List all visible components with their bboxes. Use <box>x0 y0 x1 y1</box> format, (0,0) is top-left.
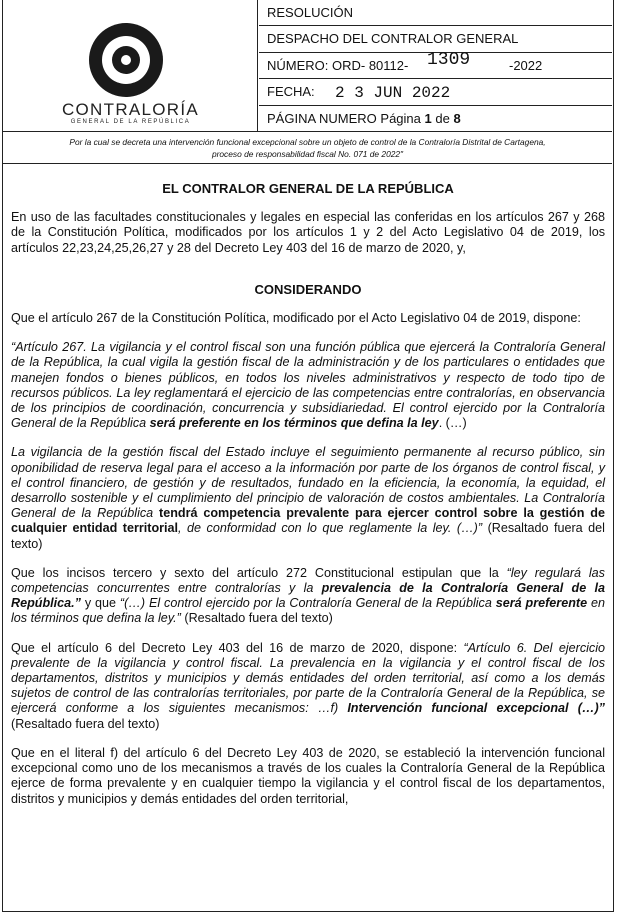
quote-1-text: “Artículo 267. La vigilancia y el control fiscal son una función pública que ejercerá la Contraloría General de la República, la cual vigila la gestión fiscal de la administración y de los particulares o entidades que manejen fondos o bienes públicos, en todos los niveles administrativos y respecto de todo tipo de recursos públicos. La ley reglamentará el ejercicio de las competencias entre contralorías, en observancia de los principios de coordinación, concurrencia y subsidiariedad. El control ejercido por la Contraloría General de la República <box>11 340 605 431</box>
considerando-heading: CONSIDERANDO <box>254 281 362 297</box>
p3-d: (Resaltado fuera del texto) <box>11 716 160 731</box>
quote-1-bold: será preferente en los términos que defina la ley <box>149 416 439 431</box>
p3-c: Intervención funcional excepcional (…)” <box>347 701 605 716</box>
page-current: 1 <box>424 110 432 126</box>
doc-type: RESOLUCIÓN <box>267 5 353 20</box>
paragraph-4: Que en el literal f) del artículo 6 del Decreto Ley 403 de 2020, se estableció la intervención funcional excepcional como uno de los mecanismos a través de los cuales la Contraloría General de la República ejerce de forma prevalente y en cualquier tiempo la vigilancia y el control fiscal de los departamentos, distritos y municipios y demás entidades del orden territorial, <box>11 745 605 806</box>
quote-article-267 <box>11 340 605 431</box>
contraloria-seal-icon <box>88 22 164 98</box>
page-of: de <box>435 110 450 126</box>
resolution-subject <box>3 133 612 164</box>
brand-subtitle: GENERAL DE LA REPÚBLICA <box>70 119 191 125</box>
document-body <box>11 164 605 807</box>
date-stamp: 2 3 JUN 2022 <box>335 84 451 103</box>
quote-2-bold: tendrá competencia prevalente para ejercer control sobre la gestión de cualquier entidad territorial <box>11 506 605 536</box>
quote-2-end: (Resaltado fuera del texto) <box>11 521 605 551</box>
p2-h: (Resaltado fuera del texto) <box>180 611 333 626</box>
p2-a: Que los incisos tercero y sexto del artículo 272 Constitucional estipulan que la <box>11 565 507 580</box>
number-year: -2022 <box>509 57 543 73</box>
p2-e: “(…) El control ejercido por la Contraloría General de la República <box>119 596 496 611</box>
p3-a: Que el artículo 6 del Decreto Ley 403 del 16 de marzo de 2020, dispone: <box>11 640 464 655</box>
date-label: FECHA: <box>267 84 315 100</box>
number-label: NÚMERO: ORD- 80112- <box>267 57 409 73</box>
paragraph-1: Que el artículo 267 de la Constitución Política, modificado por el Acto Legislativo 04 de 2019, dispone: <box>11 311 581 326</box>
page-total: 8 <box>453 110 461 126</box>
body-title: EL CONTRALOR GENERAL DE LA REPÚBLICA <box>162 181 454 196</box>
logo-cell <box>3 0 258 132</box>
date-row <box>259 79 612 105</box>
page-label: PÁGINA NUMERO Página <box>267 110 421 126</box>
number-handwritten: 1309 <box>427 49 471 70</box>
doc-type-row <box>259 0 612 26</box>
document-header <box>3 0 612 132</box>
p2-f: será preferente <box>495 596 588 611</box>
page-row <box>259 106 612 132</box>
subject-line-2: proceso de responsabilidad fiscal No. 071 de 2022" <box>211 149 404 159</box>
intro-paragraph: En uso de las facultades constitucionales y legales en especial las conferidas en los artículos 267 y 268 de la Constitución Política, modificados por los artículos 1 y 2 del Acto Legislativo 04 de 2019, los artículos 22,23,24,25,26,27 y 28 del Decreto Ley 403 del 16 de marzo de 2020, y, <box>11 210 605 255</box>
quote-2-text: La vigilancia de la gestión fiscal del Estado incluye el seguimiento permanente al recurso público, sin oponibilidad de reserva legal para el acceso a la información por parte de los órganos de control fiscal, y el control financiero, de gestión y de resultados, fundado en la eficiencia, la economía, la equidad, el desarrollo sostenible y el cumplimiento del principio de valoración de costos ambientales. La Contraloría General de la República <box>11 445 605 521</box>
p3-b: “Artículo 6. Del ejercicio prevalente de la vigilancia y control fiscal. La prevalencia en la vigilancia y el control fiscal de los departamentos, distritos y municipios y demás entidades del orden territorial, así como a los demás sujetos de control de las contralorías territoriales, por parte de la Contraloría General de la República, se ejercerá conforme a los siguientes mecanismos: …f) <box>11 640 606 716</box>
office: DESPACHO DEL CONTRALOR GENERAL <box>267 31 519 47</box>
document-page <box>2 0 614 912</box>
quote-1-end: . (…) <box>438 416 467 431</box>
p2-b: “ley regulará las competencias concurrentes entre contralorías y la <box>11 565 605 596</box>
quote-2-text-2: , de conformidad con lo que reglamente la ley. (…)” <box>178 521 483 536</box>
p2-c: prevalencia de la Contraloría General de la República.” <box>11 581 605 611</box>
paragraph-3 <box>11 641 605 732</box>
quote-article-267-cont <box>11 445 605 551</box>
p2-d: y que <box>80 596 120 611</box>
number-row <box>259 49 612 79</box>
p2-g: en los términos que defina la ley.” <box>11 596 605 626</box>
brand-name: CONTRALORÍA <box>61 100 200 119</box>
subject-line-1: Por la cual se decreta una intervención funcional excepcional sobre un objeto de control de la Contraloría Distrital de Cartagena, <box>69 137 546 147</box>
paragraph-2 <box>11 566 605 627</box>
